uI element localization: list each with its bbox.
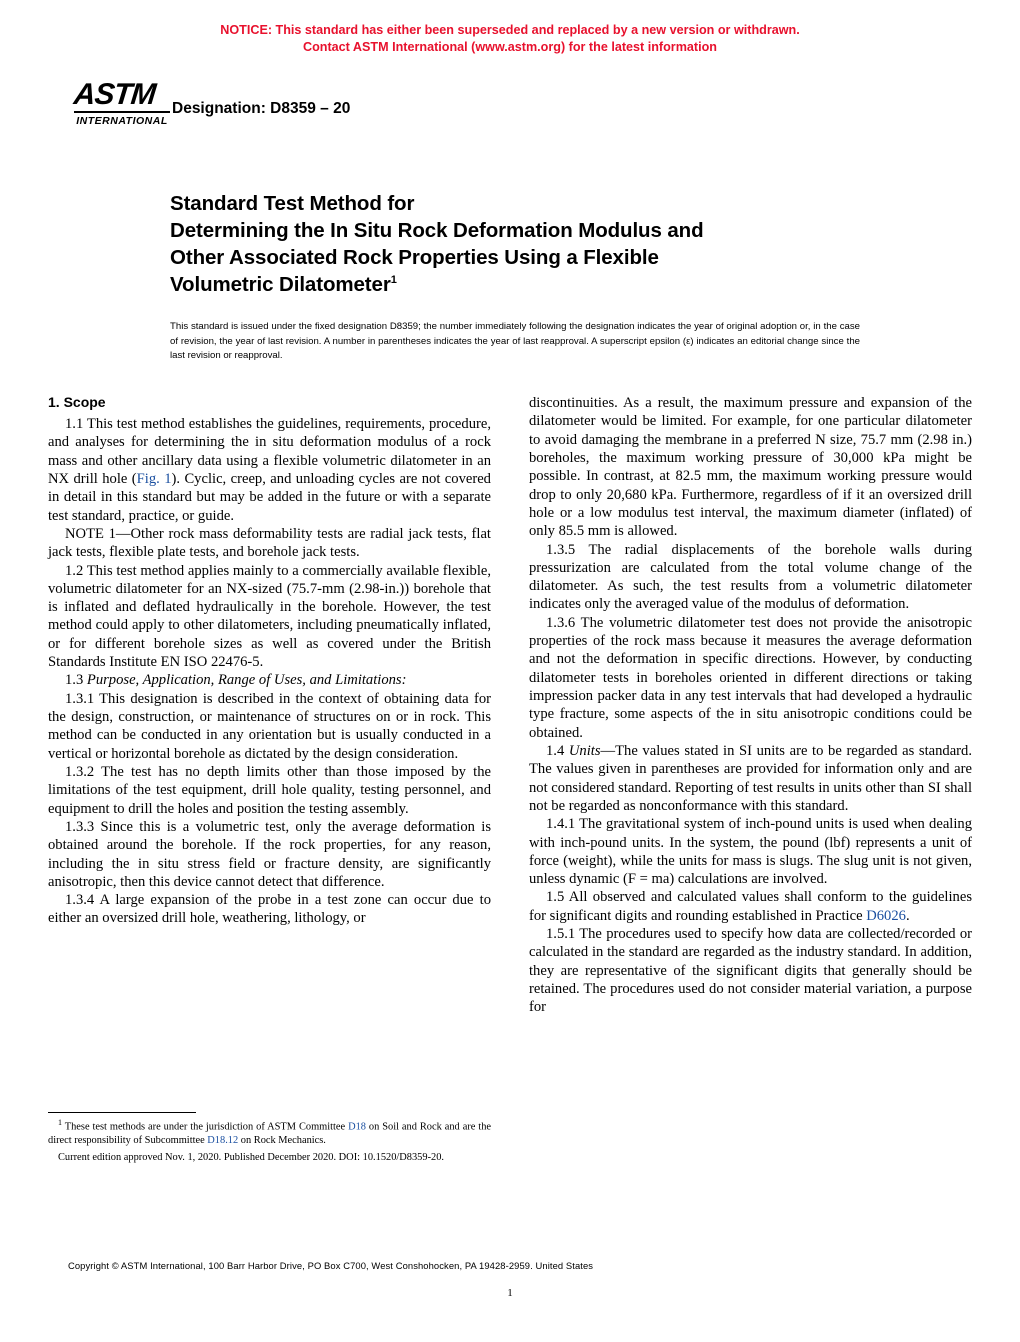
paragraph-1-1 xyxy=(48,415,491,525)
document-page xyxy=(0,22,1020,1342)
note-1 xyxy=(48,525,491,562)
astm-logo-word: ASTM xyxy=(72,78,157,111)
astm-logo-rule xyxy=(74,111,170,113)
d6026-link[interactable]: D6026 xyxy=(866,907,906,924)
footnote-rule xyxy=(48,1112,196,1113)
title-footnote-marker: 1 xyxy=(390,274,397,287)
fig-1-link[interactable]: Fig. 1 xyxy=(136,470,172,487)
footnote-text-a: These test methods are under the jurisdiction of ASTM Committee xyxy=(62,1121,349,1133)
title-line-1: Standard Test Method for xyxy=(170,192,415,215)
notice-line-1: NOTICE: This standard has either been superseded and replaced by a new version or withdrawn. xyxy=(220,23,800,37)
paragraph-1-3-number: 1.3 xyxy=(65,672,84,689)
paragraph-1-5 xyxy=(529,888,972,925)
footnote-text-b: on Soil and Rock and are the direct responsibility of Subcommittee xyxy=(48,1121,492,1147)
paragraph-1-4-number: 1.4 xyxy=(546,742,565,759)
note-1-label: NOTE 1 xyxy=(65,525,116,542)
designation-label: Designation: D8359 – 20 xyxy=(172,100,351,117)
footnote-edition: Current edition approved Nov. 1, 2020. Published December 2020. DOI: 10.1520/D8359-20. xyxy=(58,1152,445,1164)
paragraph-1-1-part-a: 1.1 This test method establishes the guidelines, requirements, procedure, and analyses for determining the in situ deformation modulus of a rock mass and other ancillary data using a flexible volumetric dilatometer in an NX drill hole ( xyxy=(48,416,491,487)
paragraph-1-2: 1.2 This test method applies mainly to a commercially available flexible, volumetric dilatometer for an NX-sized (75.7-mm (2.98-in.)) borehole that is inflated and deflated hydraulically in the borehole. However, the test method could apply to other dilatometers, including pneumatically inflated, or for different borehole sizes as well as covered under the British Standards Institute EN ISO 22476-5. xyxy=(48,562,491,671)
left-column xyxy=(48,394,491,1017)
astm-logo-subword: INTERNATIONAL xyxy=(76,115,168,127)
copyright-line: Copyright © ASTM International, 100 Barr Harbor Drive, PO Box C700, West Conshohocken, PA 19428-2959. United States xyxy=(68,1260,594,1271)
page-number: 1 xyxy=(507,1287,513,1299)
note-1-text: —Other rock mass deformability tests are radial jack tests, flat jack tests, flexible plate tests, and borehole jack tests. xyxy=(48,525,491,561)
paragraph-1-5-part-a: 1.5 All observed and calculated values shall conform to the guidelines for significant digits and rounding established in Practice xyxy=(529,889,972,924)
paragraph-1-3-6: 1.3.6 The volumetric dilatometer test does not provide the anisotropic properties of the rock mass because it measures the average deformation and not the deformation in specific directions. However, by conducting dilatometer tests in boreholes oriented in different directions or taking impression packer data in any test intervals that had developed a hydraulic type fracture, some aspects of the in situ anisotropic conditions could be obtained. xyxy=(529,614,972,741)
superseded-notice xyxy=(60,22,960,56)
paragraph-1-4-rest: —The values stated in SI units are to be regarded as standard. The values given in parentheses are provided for information only and are not considered standard. Reporting of test results in units other than SI shall not be regarded as nonconformance with this standard. xyxy=(529,742,973,814)
paragraph-1-3-1: 1.3.1 This designation is described in the context of obtaining data for the design, construction, or maintenance of structures on or in rock. This method can be conducted in any orientation but is usually conducted in a vertical or horizontal borehole as dictated by the design consideration. xyxy=(48,690,491,762)
paragraph-1-4-italic: Units xyxy=(568,742,601,759)
footnote-block xyxy=(48,1112,491,1168)
paragraph-1-5-1: 1.5.1 The procedures used to specify how data are collected/recorded or calculated in the standard are regarded as the industry standard. In addition, they are representative of the significant digits that generally should be retained. The procedures used do not consider material variation, a purpose for xyxy=(529,926,972,1016)
right-column xyxy=(529,394,972,1017)
title-line-2: Determining the In Situ Rock Deformation Modulus and xyxy=(170,219,704,243)
paragraph-1-4-1: 1.4.1 The gravitational system of inch-pound units is used when dealing with inch-pound units. In the system, the pound (lbf) represents a unit of force (weight), while the units for mass is slugs. The slug unit is not given, unless dynamic (F = ma) calculations are involved. xyxy=(529,816,972,888)
standard-issue-note: This standard is issued under the fixed designation D8359; the number immediately following the designation indicates the year of original adoption or, in the case of revision, the year of last revision. A number in parentheses indicates the year of last reapproval. A superscript epsilon (ε) indicates an editorial change since the last revision or reapproval. xyxy=(170,321,860,361)
title-block xyxy=(170,190,960,363)
paragraph-1-3-3: 1.3.3 Since this is a volumetric test, only the average deformation is obtained around the borehole. If the rock properties, for any reason, including the in situ stress field or fracture density, are significantly anisotropic, then this device cannot detect that difference. xyxy=(48,818,491,890)
paragraph-1-3-5: 1.3.5 The radial displacements of the borehole walls during pressurization are calculated from the total volume change of the dilatometer. As such, the test results from a volumetric dilatometer indicates only the averaged value of the modulus of deformation. xyxy=(529,541,972,613)
paragraph-1-3 xyxy=(48,671,491,689)
paragraph-1-4 xyxy=(529,742,972,815)
paragraph-1-3-2: 1.3.2 The test has no depth limits other than those imposed by the limitations of the test equipment, drill hole quality, testing personnel, and equipment to drill the holes and position the testing assembly. xyxy=(48,763,491,817)
subcommittee-d1812-link[interactable]: D18.12 xyxy=(207,1135,239,1147)
page-title xyxy=(170,190,960,298)
document-header xyxy=(60,78,960,156)
body-columns xyxy=(48,394,972,1017)
footnote-text-c: on Rock Mechanics. xyxy=(238,1135,326,1147)
paragraph-continued: discontinuities. As a result, the maximum pressure and expansion of the dilatometer would be limited. For example, for one particular dilatometer to avoid damaging the membrane in a preferred N size, 75.7 mm (2.98 in.) boreholes, the maximum working pressure of 30,000 kPa might be possible. In contrast, at 82.5 mm, the maximum working pressure would drop to only 20,680 kPa. Furthermore, regardless of if it an oversized drill hole or a low modulus test interval, the maximum diameter (inflated) of only 85.5 mm is allowed. xyxy=(529,395,972,540)
title-line-3: Other Associated Rock Properties Using a Flexible xyxy=(170,246,659,270)
notice-line-2: Contact ASTM International (www.astm.org) for the latest information xyxy=(303,40,717,54)
astm-logo xyxy=(74,80,170,142)
footnote-marker: 1 xyxy=(58,1118,62,1127)
paragraph-1-3-italic: Purpose, Application, Range of Uses, and Limitations: xyxy=(86,672,407,689)
paragraph-1-5-part-b: . xyxy=(905,907,910,924)
title-line-4: Volumetric Dilatometer xyxy=(170,273,391,297)
paragraph-1-1-part-b: ). Cyclic, creep, and unloading cycles are not covered in detail in this standard but may be added in the future or with a separate test standard, practice, or guide. xyxy=(48,470,491,524)
section-heading-scope: 1. Scope xyxy=(48,394,106,410)
footnote-jurisdiction xyxy=(48,1118,491,1148)
paragraph-1-3-4: 1.3.4 A large expansion of the probe in a test zone can occur due to either an oversized drill hole, weathering, lithology, or xyxy=(48,892,491,927)
committee-d18-link[interactable]: D18 xyxy=(348,1121,366,1133)
